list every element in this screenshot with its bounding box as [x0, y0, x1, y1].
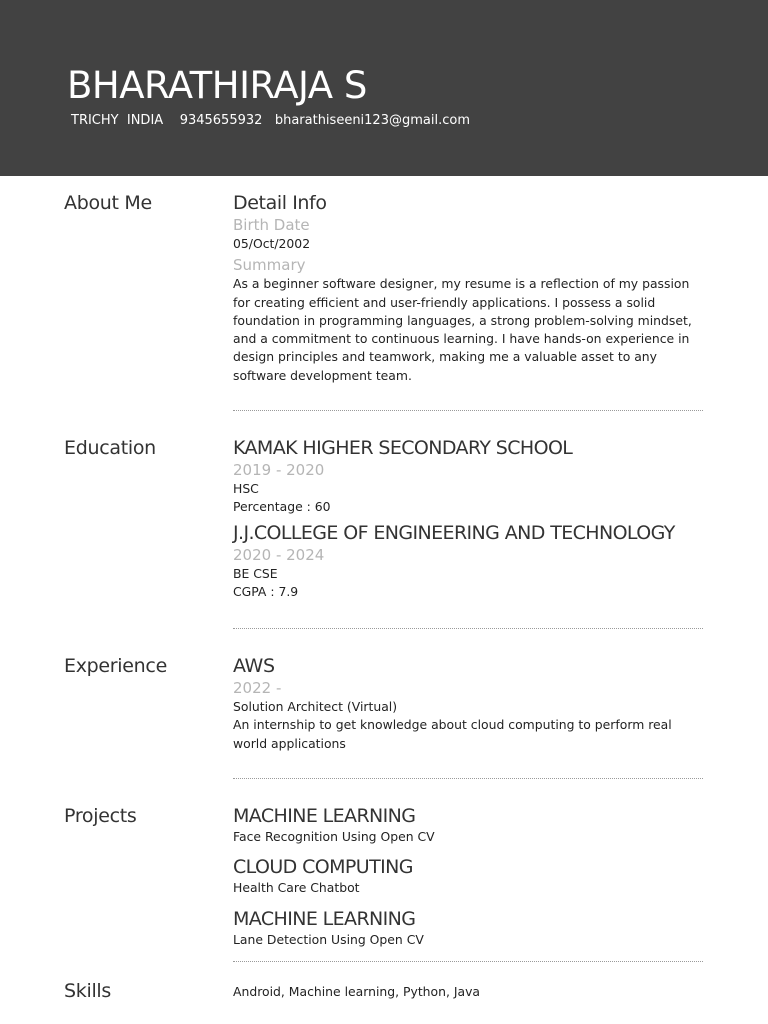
college-name: J.J.COLLEGE OF ENGINEERING AND TECHNOLOGY: [233, 521, 675, 544]
summary-label: Summary: [233, 256, 306, 275]
project-field: MACHINE LEARNING: [233, 907, 416, 930]
contact-country: INDIA: [126, 113, 164, 128]
college-degree: BE CSE: [233, 565, 278, 581]
contact-phone: 9345655932: [179, 113, 263, 128]
skills-list: Android, Machine learning, Python, Java: [233, 984, 481, 999]
detail-info-heading: Detail Info: [233, 192, 327, 214]
project-field: CLOUD COMPUTING: [233, 856, 413, 879]
projects-section-title: Projects: [64, 805, 137, 827]
experience-section-title: Experience: [64, 655, 167, 677]
company-name: AWS: [233, 655, 275, 677]
summary-text: As a beginner software designer, my resume is a reflection of my passion for creating efficient and user-friendly applications. I possess a solid foundation in programming languages, a strong problem-solving mindset, and a commitment to continuous learning. I have hands-on experience in design principles and teamwork, making me a valuable asset to any software development team.: [233, 276, 692, 383]
contact-city: TRICHY: [71, 113, 119, 128]
section-divider: [233, 961, 703, 962]
skills-content: [233, 983, 705, 1001]
project-title: Lane Detection Using Open CV: [233, 931, 424, 947]
college-years: 2020 - 2024: [233, 545, 325, 564]
project-field: MACHINE LEARNING: [233, 805, 416, 827]
experience-years: 2022 -: [233, 679, 282, 697]
section-divider: [233, 778, 703, 779]
project-title: Health Care Chatbot: [233, 880, 360, 896]
contact-email: bharathiseeni123@gmail.com: [274, 113, 470, 128]
candidate-name: BHARATHIRAJA S: [67, 64, 367, 107]
school-score: Percentage : 60: [233, 499, 331, 515]
education-content: [233, 436, 705, 601]
birth-date-label: Birth Date: [233, 216, 310, 234]
projects-content: [233, 804, 705, 949]
education-section-title: Education: [64, 437, 156, 459]
section-divider: [233, 628, 703, 629]
project-title: Face Recognition Using Open CV: [233, 829, 435, 844]
experience-description: An internship to get knowledge about cloud computing to perform real world applications: [233, 717, 672, 751]
about-section-title: About Me: [64, 192, 152, 214]
experience-content: [233, 654, 705, 753]
experience-role: Solution Architect (Virtual): [233, 699, 398, 714]
contact-line: [71, 112, 470, 130]
school-years: 2019 - 2020: [233, 461, 325, 479]
skills-section-title: Skills: [64, 980, 111, 1002]
college-score: CGPA : 7.9: [233, 583, 299, 599]
school-degree: HSC: [233, 481, 259, 496]
resume-header: [0, 0, 768, 176]
birth-date-value: 05/Oct/2002: [233, 236, 311, 251]
section-divider: [233, 410, 703, 411]
school-name: KAMAK HIGHER SECONDARY SCHOOL: [233, 437, 573, 459]
about-content: [233, 191, 705, 385]
